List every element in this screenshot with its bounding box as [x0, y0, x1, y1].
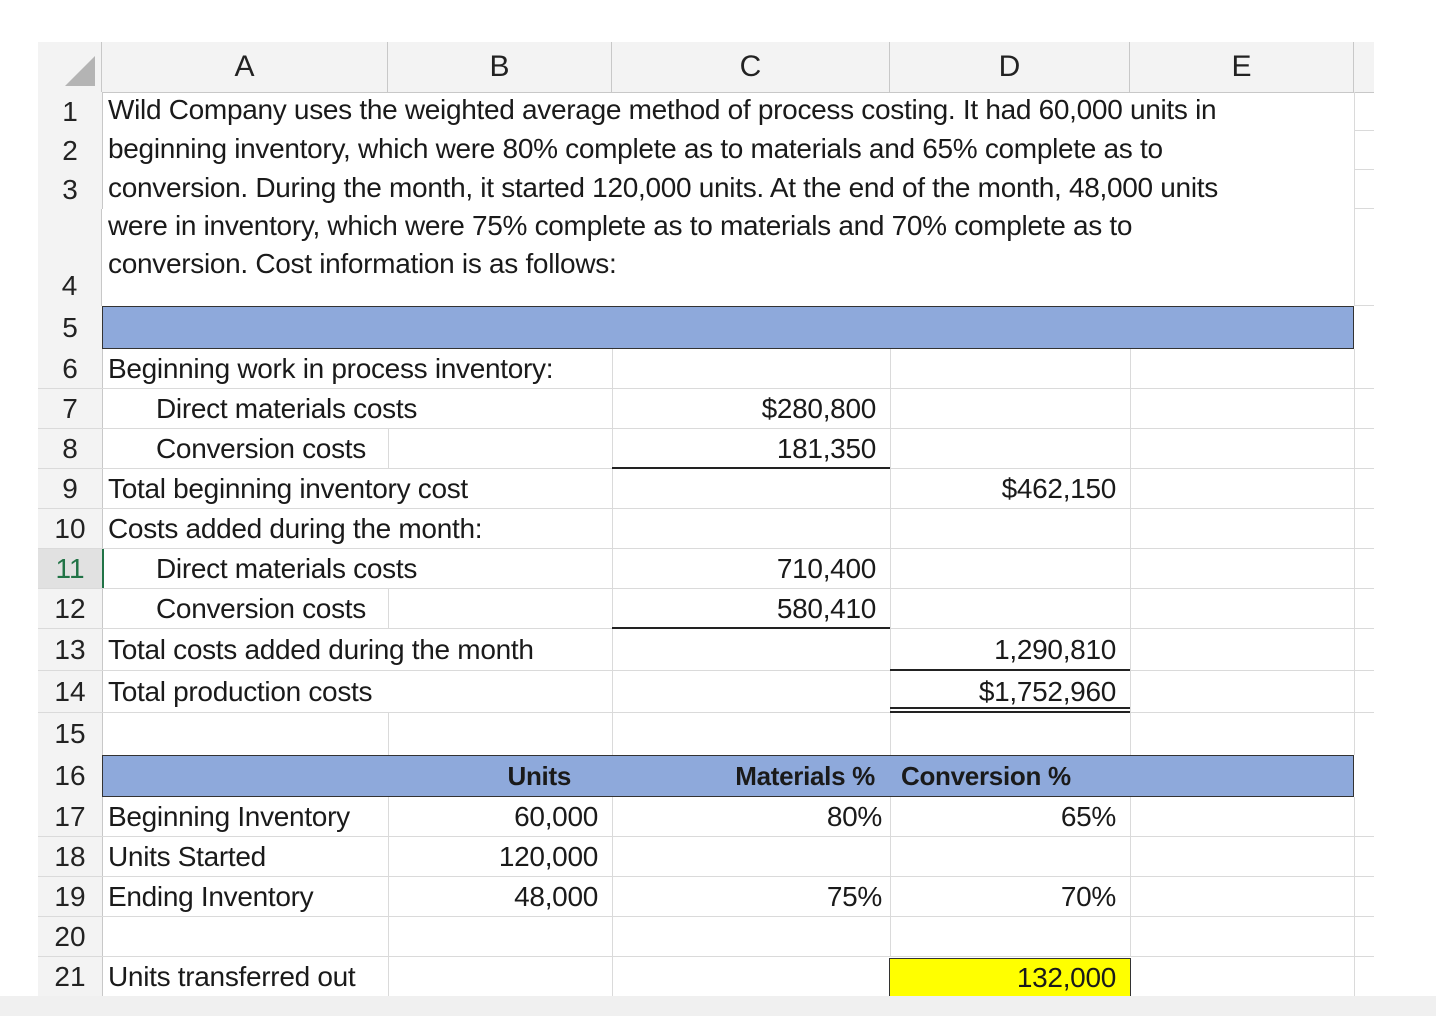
label-total-production: Total production costs	[108, 676, 373, 707]
row-header-1[interactable]: 1	[38, 92, 103, 131]
label-beginning-inventory: Beginning Inventory	[108, 801, 350, 832]
row-20	[38, 917, 1374, 957]
row-header-11[interactable]: 11	[38, 549, 104, 589]
column-gridline	[890, 549, 891, 589]
column-gridline	[1354, 917, 1355, 957]
column-gridline	[1130, 797, 1131, 837]
value-total-begin[interactable]: $462,150	[1001, 473, 1116, 504]
row-11	[38, 549, 1374, 589]
row-header-18[interactable]: 18	[38, 837, 103, 877]
column-gridline	[1354, 509, 1355, 549]
row-7	[38, 389, 1374, 429]
column-gridline	[1354, 797, 1355, 837]
column-gridline	[612, 957, 613, 996]
column-gridline	[1354, 589, 1355, 629]
column-gridline	[612, 629, 613, 671]
row-header-9[interactable]: 9	[38, 469, 103, 509]
column-gridline	[1354, 549, 1355, 589]
row-header-3[interactable]: 3	[38, 170, 103, 209]
column-gridline	[1354, 469, 1355, 509]
units-ending-inventory[interactable]: 48,000	[514, 881, 598, 912]
label-ending-inventory: Ending Inventory	[108, 881, 314, 912]
column-gridline	[612, 469, 613, 509]
row-8	[38, 429, 1374, 469]
column-gridline	[1130, 389, 1131, 429]
value-added-cc[interactable]: 580,410	[776, 593, 876, 624]
intro-line-4: were in inventory, which were 75% complete as to materials and 70% complete as to	[108, 210, 1133, 241]
row-18	[38, 837, 1374, 877]
label-added-cc: Conversion costs	[156, 593, 366, 624]
column-gridline	[1354, 671, 1355, 713]
value-added-dm[interactable]: 710,400	[776, 553, 876, 584]
row-header-2[interactable]: 2	[38, 131, 103, 170]
row-header-15[interactable]: 15	[38, 713, 103, 755]
row-13	[38, 629, 1374, 671]
column-header-c[interactable]: C	[612, 42, 890, 92]
column-gridline	[612, 917, 613, 957]
label-begin-dm: Direct materials costs	[156, 393, 418, 424]
header-units: Units	[507, 760, 571, 791]
column-gridline	[612, 349, 613, 389]
row-header-19[interactable]: 19	[38, 877, 103, 917]
column-gridline	[1130, 917, 1131, 957]
conversion-ending-inventory[interactable]: 70%	[1060, 881, 1116, 912]
column-header-b[interactable]: B	[388, 42, 612, 92]
row-9	[38, 469, 1374, 509]
row-header-16[interactable]: 16	[38, 755, 103, 797]
header-conversion-pct: Conversion %	[901, 760, 1071, 791]
row-header-4[interactable]: 4	[38, 209, 102, 306]
column-header-a[interactable]: A	[102, 42, 388, 92]
column-gridline	[890, 713, 891, 755]
column-gridline	[1130, 349, 1131, 389]
row-header-12[interactable]: 12	[38, 589, 103, 629]
column-gridline	[1354, 209, 1355, 306]
column-gridline	[890, 349, 891, 389]
select-all-corner[interactable]	[38, 42, 102, 92]
column-gridline	[1130, 671, 1131, 713]
spreadsheet-grid[interactable]	[38, 42, 1374, 996]
column-gridline	[612, 509, 613, 549]
column-gridline	[890, 429, 891, 469]
label-total-added: Total costs added during the month	[108, 634, 534, 665]
intro-line-5: conversion. Cost information is as follows:	[108, 248, 617, 279]
column-gridline	[1130, 509, 1131, 549]
column-gridline	[1130, 713, 1131, 755]
column-gridline	[890, 389, 891, 429]
column-gridline	[388, 713, 389, 755]
row-header-5[interactable]: 5	[38, 306, 103, 349]
intro-line-3: conversion. During the month, it started 120,000 units. At the end of the month, 48,000 units	[108, 172, 1218, 203]
column-gridline	[1130, 877, 1131, 917]
column-gridline	[1354, 877, 1355, 917]
row-19	[38, 877, 1374, 917]
row-header-10[interactable]: 10	[38, 509, 103, 549]
row-10	[38, 509, 1374, 549]
column-gridline	[1354, 837, 1355, 877]
row-header-21[interactable]: 21	[38, 957, 103, 996]
label-begin-cc: Conversion costs	[156, 433, 366, 464]
column-gridline	[1130, 429, 1131, 469]
units-transferred-out[interactable]: 132,000	[889, 958, 1131, 996]
row-21	[38, 957, 1374, 996]
column-gridline	[1354, 389, 1355, 429]
label-units-transferred: Units transferred out	[108, 961, 356, 992]
row-header-14[interactable]: 14	[38, 671, 103, 713]
column-gridline	[1130, 837, 1131, 877]
column-gridline	[1130, 589, 1131, 629]
column-gridline	[1354, 131, 1355, 170]
column-gridline	[890, 837, 891, 877]
row-6	[38, 349, 1374, 389]
column-gridline	[890, 509, 891, 549]
label-added-dm: Direct materials costs	[156, 553, 418, 584]
column-gridline	[388, 917, 389, 957]
column-gridline	[890, 589, 891, 629]
column-gridline	[1130, 629, 1131, 671]
double-underline-top	[890, 707, 1130, 709]
label-beginning-wip: Beginning work in process inventory:	[108, 353, 554, 384]
value-total-added[interactable]: 1,290,810	[994, 634, 1116, 665]
label-total-begin: Total beginning inventory cost	[108, 473, 468, 504]
row-header-17[interactable]: 17	[38, 797, 103, 837]
materials-beginning-inventory[interactable]: 80%	[826, 801, 882, 832]
intro-line-1: Wild Company uses the weighted average method of process costing. It had 60,000 units in	[108, 94, 1217, 125]
materials-ending-inventory[interactable]: 75%	[826, 881, 882, 912]
conversion-beginning-inventory[interactable]: 65%	[1060, 801, 1116, 832]
row-15	[38, 713, 1374, 755]
header-materials-pct: Materials %	[735, 760, 875, 791]
column-header-e[interactable]: E	[1130, 42, 1354, 92]
column-gridline	[1354, 713, 1355, 755]
column-header-bar	[38, 42, 1374, 93]
column-gridline	[1354, 92, 1355, 131]
row-header-6[interactable]: 6	[38, 349, 103, 389]
units-started[interactable]: 120,000	[498, 841, 598, 872]
column-gridline	[612, 713, 613, 755]
row-header-13[interactable]: 13	[38, 629, 103, 671]
column-gridline	[1354, 349, 1355, 389]
column-gridline	[1130, 469, 1131, 509]
row-header-8[interactable]: 8	[38, 429, 103, 469]
column-gridline	[612, 837, 613, 877]
row-header-20[interactable]: 20	[38, 917, 103, 957]
value-total-production[interactable]: $1,752,960	[978, 676, 1116, 707]
section-band-costs	[102, 306, 1354, 349]
select-all-triangle-icon[interactable]	[65, 56, 95, 86]
column-gridline	[388, 957, 389, 996]
value-begin-dm[interactable]: $280,800	[761, 393, 876, 424]
column-gridline	[388, 429, 389, 469]
column-header-d[interactable]: D	[890, 42, 1130, 92]
column-gridline	[612, 671, 613, 713]
value-begin-cc[interactable]: 181,350	[776, 433, 876, 464]
window-bottom-edge	[0, 996, 1436, 1016]
column-gridline	[1354, 957, 1355, 996]
row-14	[38, 671, 1374, 713]
row-header-7[interactable]: 7	[38, 389, 103, 429]
intro-line-2: beginning inventory, which were 80% complete as to materials and 65% complete as to	[108, 133, 1163, 164]
units-beginning-inventory[interactable]: 60,000	[514, 801, 598, 832]
row-17	[38, 797, 1374, 837]
row-12	[38, 589, 1374, 629]
column-gridline	[1354, 170, 1355, 209]
label-costs-added: Costs added during the month:	[108, 513, 483, 544]
column-gridline	[1354, 629, 1355, 671]
column-gridline	[388, 589, 389, 629]
column-gridline	[890, 917, 891, 957]
column-gridline	[1354, 429, 1355, 469]
label-units-started: Units Started	[108, 841, 266, 872]
section-band-units	[102, 755, 1354, 797]
column-gridline	[1130, 549, 1131, 589]
